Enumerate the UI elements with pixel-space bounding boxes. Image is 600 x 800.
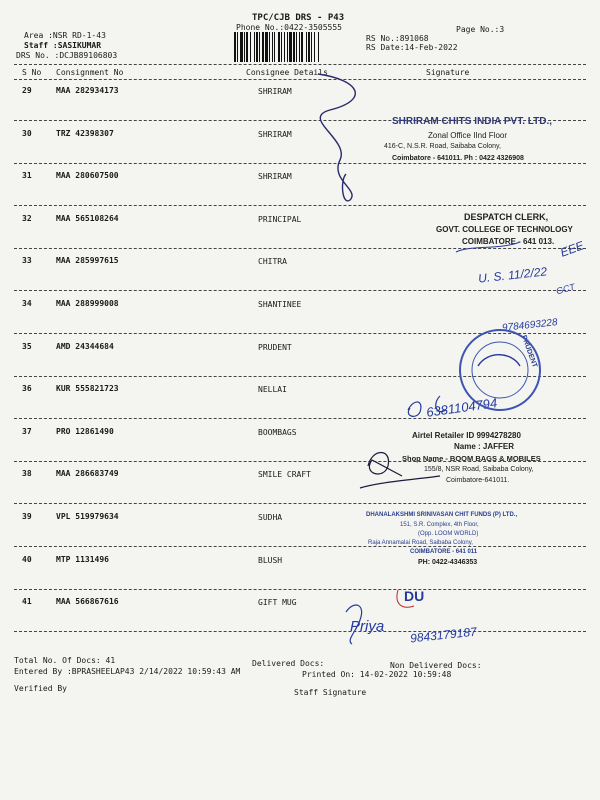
handwriting-eee: EEE xyxy=(558,238,586,260)
stamp-boombags-line2: Name : JAFFER xyxy=(454,442,515,451)
handwriting-phone-3: 9843179187 xyxy=(409,624,478,646)
row-sno: 31 xyxy=(22,171,32,180)
row-sno: 39 xyxy=(22,512,32,521)
row-sno: 38 xyxy=(22,469,32,478)
row-consignment-no: MAA 286683749 xyxy=(56,469,119,478)
drs-number: DRS No. :DCJB89106803 xyxy=(16,51,118,60)
row-consignment-no: MAA 285997615 xyxy=(56,256,119,265)
row-divider xyxy=(14,418,586,419)
row-consignment-no: MAA 565108264 xyxy=(56,214,119,223)
row-consignee: SUDHA xyxy=(258,513,283,522)
row-consignee: SMILE CRAFT xyxy=(258,470,311,479)
row-sno: 30 xyxy=(22,129,32,138)
printed-on: Printed On: 14-02-2022 10:59:48 xyxy=(302,670,452,679)
row-sno: 41 xyxy=(22,597,32,606)
stamp-boombags-line3: Shop Name - BOOM BAGS & MOBILES xyxy=(402,454,541,463)
column-signature: Signature xyxy=(426,68,470,77)
row-consignment-no: PRO 12861490 xyxy=(56,427,114,436)
stamp-boombags-line4: 155/8, NSR Road, Saibaba Colony, xyxy=(424,466,534,473)
row-divider xyxy=(14,333,586,334)
row-divider xyxy=(14,376,586,377)
stamp-dhanalakshmi-line2: 151, S.R. Complex, 4th Floor, xyxy=(400,522,479,528)
handwriting-phone-1: 9784693228 xyxy=(501,317,559,334)
row-divider xyxy=(14,163,586,164)
row-divider xyxy=(14,589,586,590)
rs-date: RS Date:14-Feb-2022 xyxy=(366,43,458,52)
header-divider-top xyxy=(14,64,586,65)
stamp-despatch-line1: DESPATCH CLERK, xyxy=(464,212,549,222)
staff-signature: Staff Signature xyxy=(294,688,367,697)
row-sno: 35 xyxy=(22,342,32,351)
stamp-shriram-line2: Zonal Office IInd Floor xyxy=(428,131,507,140)
row-sno: 29 xyxy=(22,86,32,95)
row-consignment-no: KUR 555821723 xyxy=(56,384,119,393)
total-docs: Total No. Of Docs: 41 xyxy=(14,656,116,665)
stamp-shriram-line4: Coimbatore - 641011. Ph : 0422 4326908 xyxy=(392,155,524,162)
row-consignment-no: AMD 24344684 xyxy=(56,342,114,351)
row-consignment-no: VPL 519979634 xyxy=(56,512,119,521)
handwriting-initials: DU xyxy=(404,588,425,604)
column-sno: S No xyxy=(22,68,42,77)
row-divider xyxy=(14,631,586,632)
row-consignee: PRUDENT xyxy=(258,343,292,352)
row-consignee: PRINCIPAL xyxy=(258,215,302,224)
row-sno: 40 xyxy=(22,555,32,564)
handwriting-phone-2: 6381104794 xyxy=(425,395,499,420)
staff-label: Staff :SASIKUMAR xyxy=(24,41,102,50)
row-sno: 36 xyxy=(22,384,32,393)
row-sno: 34 xyxy=(22,299,32,308)
row-sno: 33 xyxy=(22,256,32,265)
row-sno: 37 xyxy=(22,427,32,436)
row-consignee: SHANTINEE xyxy=(258,300,302,309)
stamp-boombags-line5: Coimbatore-641011. xyxy=(446,477,510,484)
stamp-dhanalakshmi-line1: DHANALAKSHMI SRINIVASAN CHIT FUNDS (P) LTD., xyxy=(366,512,518,518)
handwriting-date-note: U. S. 11/2/22 xyxy=(477,264,548,286)
row-consignment-no: MAA 280607500 xyxy=(56,171,119,180)
row-divider xyxy=(14,503,586,504)
row-consignee: GIFT MUG xyxy=(258,598,297,607)
verified-by: Verified By xyxy=(14,684,67,693)
row-divider xyxy=(14,248,586,249)
row-consignee: SHRIRAM xyxy=(258,172,292,181)
row-divider xyxy=(14,205,586,206)
entered-by: Entered By :BPRASHEELAP43 2/14/2022 10:59:43 AM xyxy=(14,667,241,676)
row-consignee: SHRIRAM xyxy=(258,87,292,96)
row-sno: 32 xyxy=(22,214,32,223)
row-consignee: BLUSH xyxy=(258,556,283,565)
page-number: Page No.:3 xyxy=(456,25,505,34)
column-consignee: Consignee Details xyxy=(246,68,328,77)
row-consignee: SHRIRAM xyxy=(258,130,292,139)
row-divider xyxy=(14,546,586,547)
barcode-image xyxy=(232,32,360,62)
row-consignment-no: TRZ 42398307 xyxy=(56,129,114,138)
delivered-docs: Delivered Docs: xyxy=(252,659,325,668)
stamp-boombags-line1: Airtel Retailer ID 9994278280 xyxy=(412,431,521,440)
stamp-dhanalakshmi-line5: COIMBATORE - 641 011 xyxy=(410,549,478,555)
stamp-shriram-line1: SHRIRAM CHITS INDIA PVT. LTD., xyxy=(392,116,552,127)
area-label: Area :NSR RD-1-43 xyxy=(24,31,106,40)
row-consignee: NELLAI xyxy=(258,385,287,394)
row-consignee: CHITRA xyxy=(258,257,287,266)
header-divider-bottom xyxy=(14,79,586,80)
column-consignment: Consignment No xyxy=(56,68,124,77)
handwriting-gct: GCT xyxy=(555,281,576,297)
stamp-dhanalakshmi-line4: Raja Annamalai Road, Saibaba Colony, xyxy=(368,540,473,546)
stamp-dhanalakshmi-line6: PH: 0422-4346353 xyxy=(418,559,478,566)
non-delivered-docs: Non Delivered Docs: xyxy=(390,661,482,670)
handwriting-name: Priya xyxy=(350,618,385,635)
row-consignment-no: MAA 566867616 xyxy=(56,597,119,606)
stamp-despatch-line2: GOVT. COLLEGE OF TECHNOLOGY xyxy=(436,225,573,234)
stamp-dhanalakshmi-line3: (Opp. LOOM WORLD) xyxy=(418,531,479,537)
phone-number: Phone No.:0422-3505555 xyxy=(236,23,342,32)
rs-number: RS No.:891068 xyxy=(366,34,429,43)
row-divider xyxy=(14,290,586,291)
stamp-despatch-line3: COIMBATORE - 641 013. xyxy=(462,237,555,246)
row-consignment-no: MTP 1131496 xyxy=(56,555,109,564)
row-consignment-no: MAA 288999008 xyxy=(56,299,119,308)
stamp-prudent-seal-label: PRUDENT xyxy=(519,334,538,369)
stamp-shriram-line3: 416-C, N.S.R. Road, Saibaba Colony, xyxy=(384,143,501,150)
document-title: TPC/CJB DRS - P43 xyxy=(252,13,345,23)
row-consignment-no: MAA 282934173 xyxy=(56,86,119,95)
row-consignee: BOOMBAGS xyxy=(258,428,297,437)
